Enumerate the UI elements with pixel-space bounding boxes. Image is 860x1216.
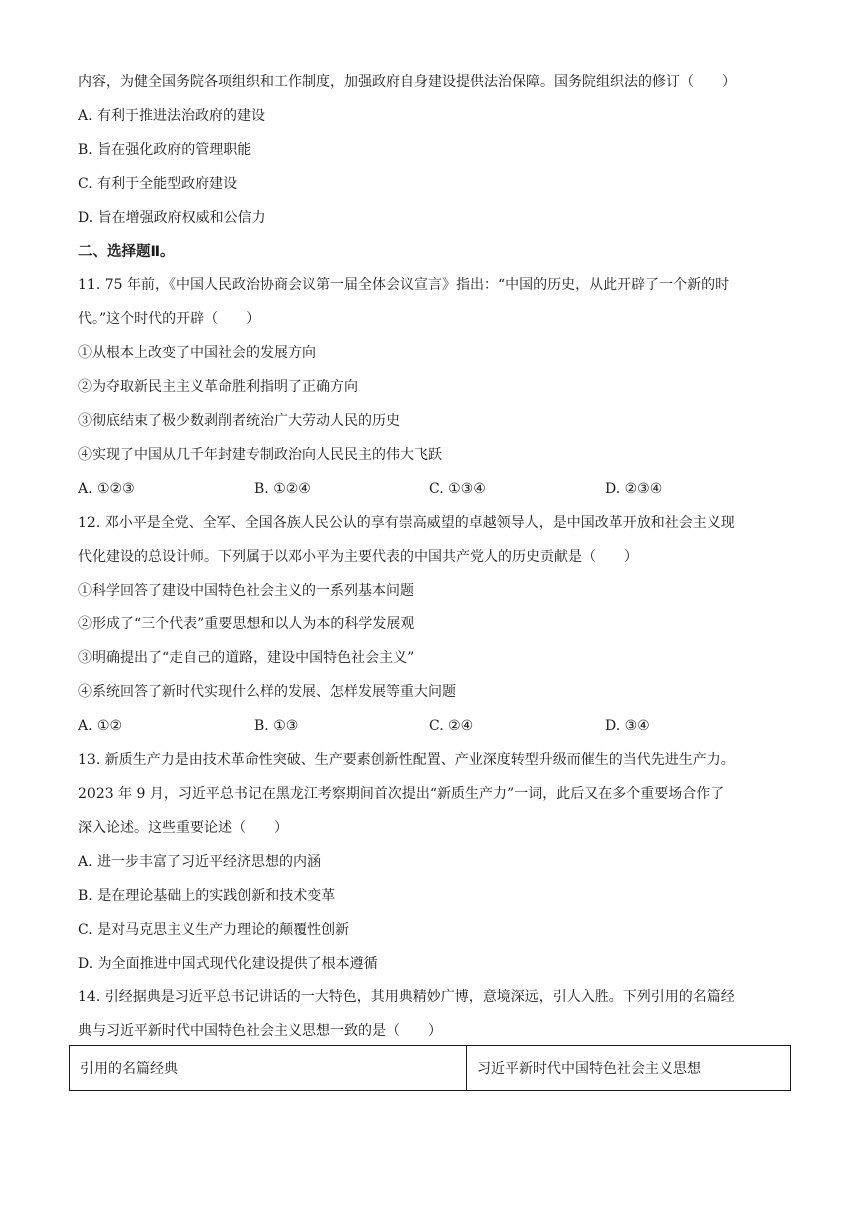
q12-stem-line-1: 12. 邓小平是全党、全军、全国各族人民公认的享有崇高威望的卓越领导人，是中国改革开放和社会主义现 — [78, 515, 735, 531]
table-header-row — [70, 1046, 791, 1091]
q14-table — [69, 1045, 791, 1091]
q11-choice-d: D. ②③④ — [605, 481, 663, 497]
q11-item-1: ①从根本上改变了中国社会的发展方向 — [78, 345, 316, 361]
q11-choices — [78, 479, 778, 499]
q13-option-d: D. 为全面推进中国式现代化建设提供了根本遵循 — [78, 956, 378, 972]
q13-option-b: B. 是在理论基础上的实践创新和技术变革 — [78, 888, 336, 904]
section-title: 二、选择题Ⅱ。 — [78, 244, 175, 260]
q11-stem-line-2: 代。”这个时代的开辟（ ） — [78, 311, 261, 327]
q13-stem-line-1: 13. 新质生产力是由技术革命性突破、生产要素创新性配置、产业深度转型升级而催生的当代先进生产力。 — [78, 752, 735, 768]
q10-option-b: B. 旨在强化政府的管理职能 — [78, 142, 252, 158]
table-header-classics: 引用的名篇经典 — [70, 1046, 467, 1091]
q11-item-3: ③彻底结束了极少数剥削者统治广大劳动人民的历史 — [78, 413, 400, 429]
q11-stem-line-1: 11. 75 年前，《中国人民政治协商会议第一届全体会议宣言》指出：“中国的历史，从此开辟了一个新的时 — [78, 277, 730, 293]
q12-item-3: ③明确提出了“走自己的道路，建设中国特色社会主义” — [78, 650, 415, 666]
q12-choice-b: B. ①③ — [254, 718, 299, 734]
q14-stem-line-2: 典与习近平新时代中国特色社会主义思想一致的是（ ） — [78, 1023, 442, 1039]
q13-option-c: C. 是对马克思主义生产力理论的颠覆性创新 — [78, 922, 350, 938]
q12-item-1: ①科学回答了建设中国特色社会主义的一系列基本问题 — [78, 583, 414, 599]
q10-option-d: D. 旨在增强政府权威和公信力 — [78, 210, 266, 226]
q12-choice-a: A. ①② — [78, 718, 123, 734]
q12-item-2: ②形成了“三个代表”重要思想和以人为本的科学发展观 — [78, 616, 415, 632]
q14-stem-line-1: 14. 引经据典是习近平总书记讲话的一大特色，其用典精妙广博，意境深远，引人入胜。下列引用的名篇经 — [78, 989, 735, 1005]
q12-choice-c: C. ②④ — [429, 718, 474, 734]
q10-option-a: A. 有利于推进法治政府的建设 — [78, 108, 266, 124]
q10-stem-tail: 内容，为健全国务院各项组织和工作制度，加强政府自身建设提供法治保障。国务院组织法的修订（ ） — [78, 74, 736, 90]
q13-option-a: A. 进一步丰富了习近平经济思想的内涵 — [78, 854, 322, 870]
q13-stem-line-2: 2023 年 9 月，习近平总书记在黑龙江考察期间首次提出“新质生产力”一词，此后又在多个重要场合作了 — [78, 786, 725, 802]
q12-choice-d: D. ③④ — [605, 718, 650, 734]
q11-choice-c: C. ①③④ — [429, 481, 486, 497]
q11-choice-b: B. ①②④ — [254, 481, 311, 497]
q13-stem-line-3: 深入论述。这些重要论述（ ） — [78, 820, 288, 836]
q12-item-4: ④系统回答了新时代实现什么样的发展、怎样发展等重大问题 — [78, 684, 456, 700]
q12-stem-line-2: 代化建设的总设计师。下列属于以邓小平为主要代表的中国共产党人的历史贡献是（ ） — [78, 549, 638, 565]
q10-option-c: C. 有利于全能型政府建设 — [78, 176, 238, 192]
q11-choice-a: A. ①②③ — [78, 481, 135, 497]
q11-item-2: ②为夺取新民主主义革命胜利指明了正确方向 — [78, 379, 358, 395]
table-header-thought: 习近平新时代中国特色社会主义思想 — [467, 1046, 791, 1091]
q11-item-4: ④实现了中国从几千年封建专制政治向人民民主的伟大飞跃 — [78, 447, 442, 463]
q12-choices — [78, 716, 778, 736]
